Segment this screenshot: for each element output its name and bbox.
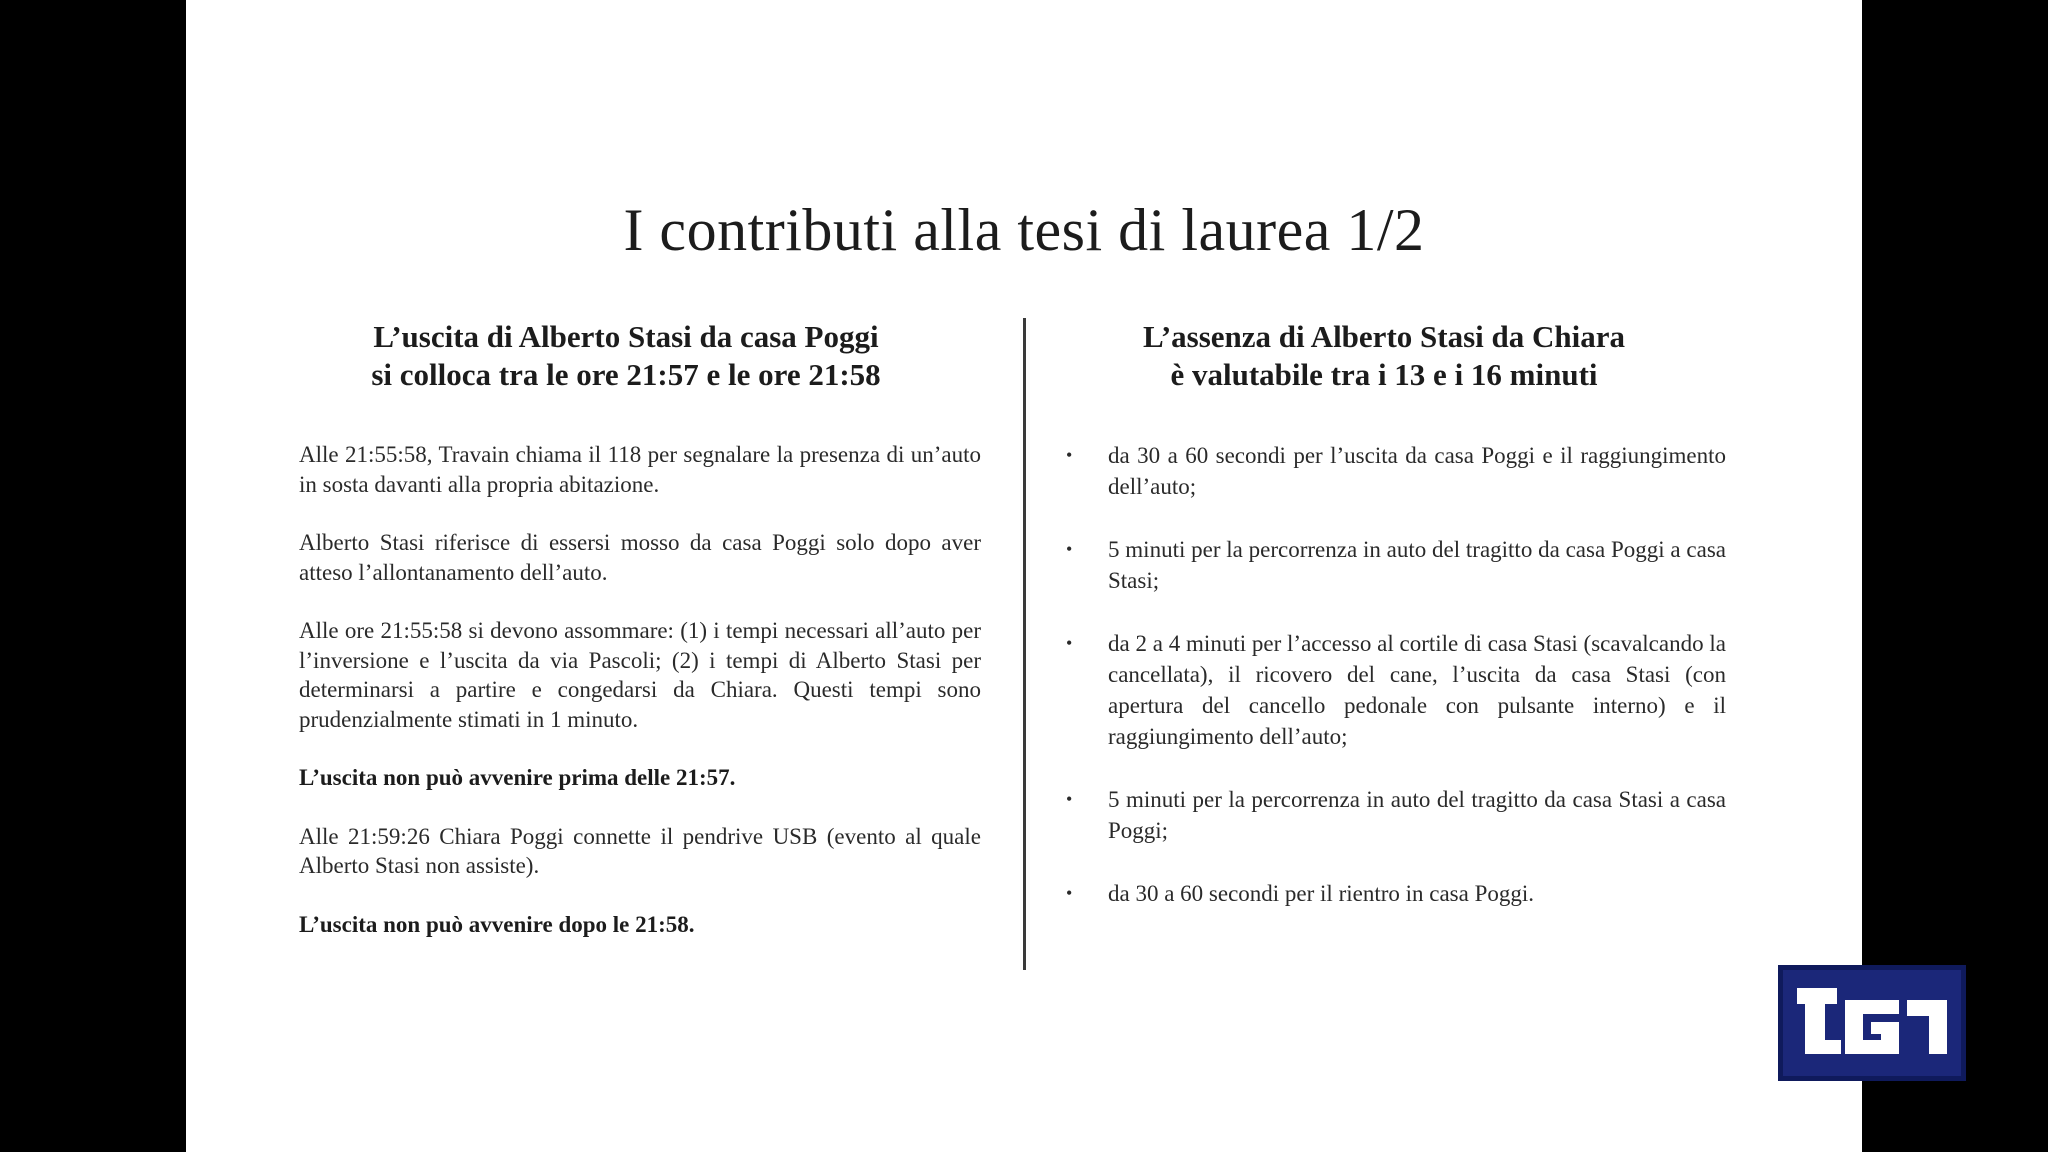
tg1-logo-mark xyxy=(1783,970,1961,1076)
bullet-icon: • xyxy=(1066,539,1073,559)
list-item xyxy=(1066,440,1726,502)
left-paragraph: Alberto Stasi riferisce di essersi mosso da casa Poggi solo dopo aver atteso l’allontanamento dell’auto. xyxy=(299,530,981,585)
left-paragraph: Alle 21:59:26 Chiara Poggi connette il pendrive USB (evento al quale Alberto Stasi non assiste). xyxy=(299,823,981,878)
column-divider xyxy=(1023,318,1026,970)
list-item-text: 5 minuti per la percorrenza in auto del tragitto da casa Poggi a casa Stasi; xyxy=(1108,537,1726,593)
bullet-icon: • xyxy=(1066,633,1073,653)
left-conclusion-earliest: L’uscita non può avvenire prima delle 21:57. xyxy=(299,765,736,790)
bullet-icon: • xyxy=(1066,789,1073,809)
left-heading-line-1: L’uscita di Alberto Stasi da casa Poggi xyxy=(373,319,879,354)
list-item-text: 5 minuti per la percorrenza in auto del tragitto da casa Stasi a casa Poggi; xyxy=(1108,787,1726,843)
bullet-icon: • xyxy=(1066,445,1073,465)
left-column-body xyxy=(299,440,981,968)
slide xyxy=(186,0,1862,1152)
left-heading-line-2: si colloca tra le ore 21:57 e le ore 21:58 xyxy=(371,357,881,392)
right-column-heading xyxy=(1044,318,1724,394)
bullet-icon: • xyxy=(1066,883,1073,903)
tg1-logo xyxy=(1778,965,1966,1081)
right-heading-line-2: è valutabile tra i 13 e i 16 minuti xyxy=(1170,357,1598,392)
left-paragraph: Alle 21:55:58, Travain chiama il 118 per segnalare la presenza di un’auto in sosta davanti alla propria abitazione. xyxy=(299,442,981,497)
tg1-logo-text: tg1 xyxy=(1783,970,1785,971)
slide-title: I contributi alla tesi di laurea 1/2 xyxy=(623,197,1425,263)
list-item xyxy=(1066,784,1726,846)
list-item xyxy=(1066,628,1726,752)
list-item-text: da 30 a 60 secondi per il rientro in casa Poggi. xyxy=(1108,881,1535,906)
left-column-heading xyxy=(286,318,966,394)
list-item xyxy=(1066,878,1726,909)
right-column-list xyxy=(1066,440,1726,941)
list-item-text: da 30 a 60 secondi per l’uscita da casa Poggi e il raggiungimento dell’auto; xyxy=(1108,443,1726,499)
right-heading-line-1: L’assenza di Alberto Stasi da Chiara xyxy=(1143,319,1625,354)
list-item xyxy=(1066,534,1726,596)
list-item-text: da 2 a 4 minuti per l’accesso al cortile di casa Stasi (scavalcando la cancellata), il ricovero del cane, l’uscita da casa Stasi (con apertura del cancello pedonale con pulsante interno) e il raggiungimento dell’auto; xyxy=(1108,631,1726,749)
left-paragraph: Alle ore 21:55:58 si devono assommare: (1) i tempi necessari all’auto per l’inversione e l’uscita da via Pascoli; (2) i tempi di Alberto Stasi per determinarsi a partire e congedarsi da Chiara. Questi tempi sono prudenzialmente stimati in 1 minuto. xyxy=(299,618,981,732)
left-conclusion-latest: L’uscita non può avvenire dopo le 21:58. xyxy=(299,911,695,937)
